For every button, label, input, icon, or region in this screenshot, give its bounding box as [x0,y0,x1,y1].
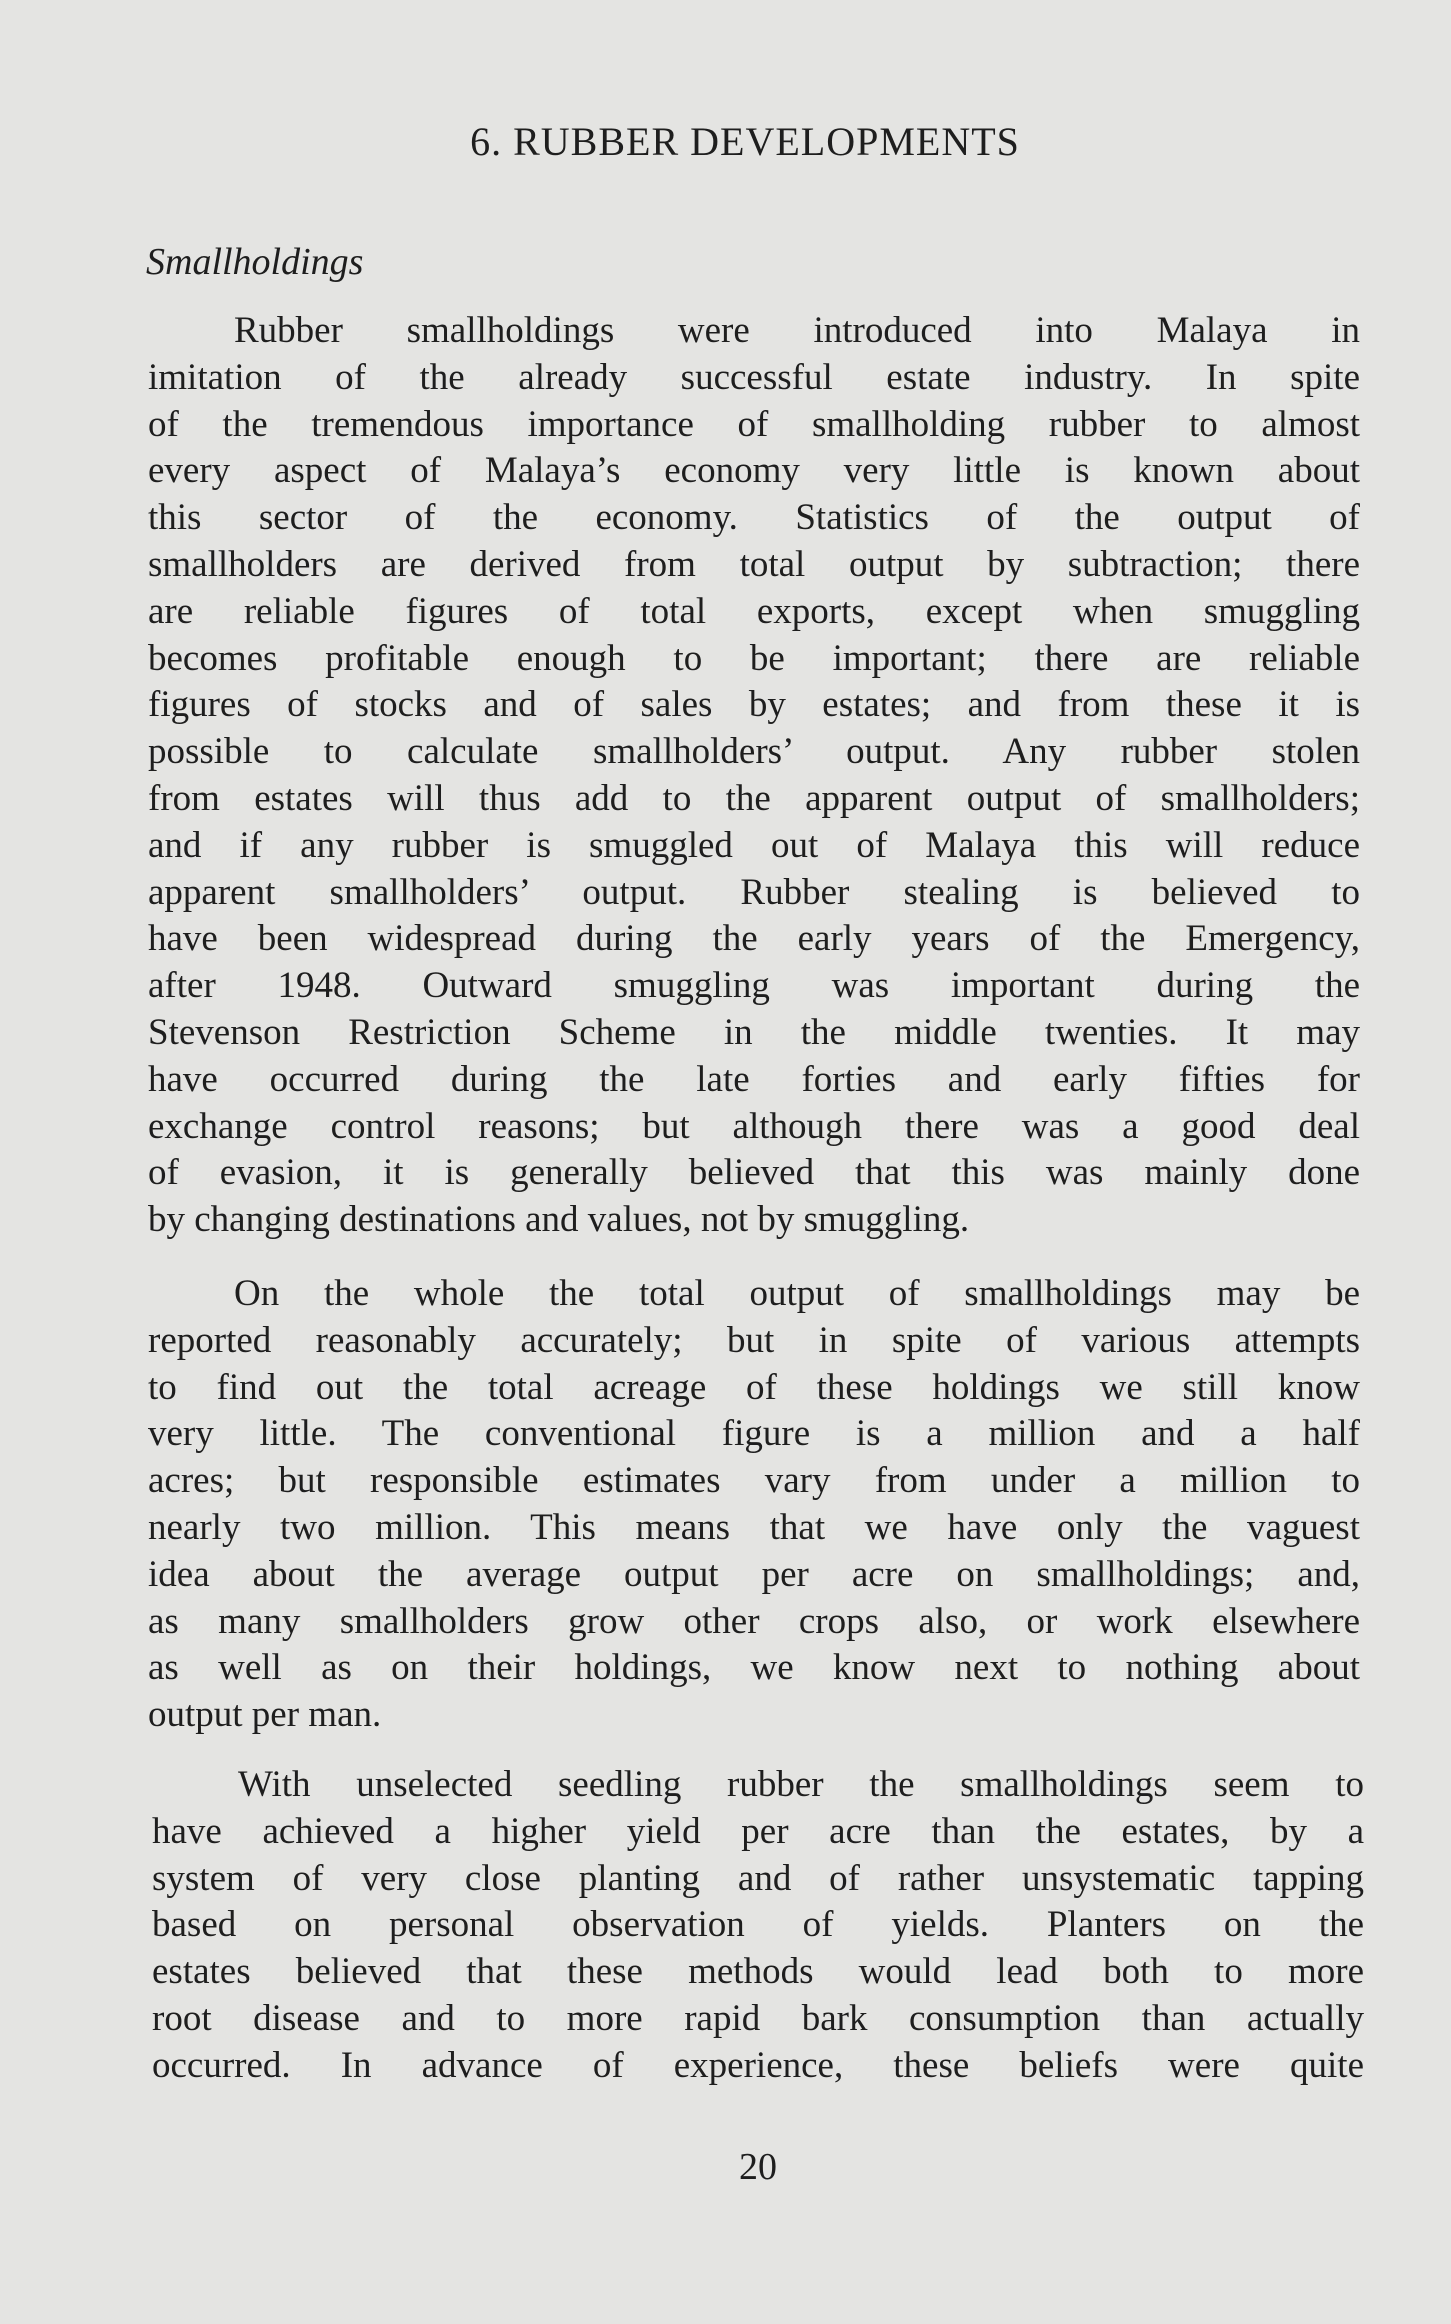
text-line: are reliable figures of total exports, except when smuggling [148,590,1360,632]
text-line: figures of stocks and of sales by estates; and from these it is [148,684,1360,726]
text-line: output per man. [148,1694,382,1736]
text-line: of evasion, it is generally believed that this was mainly done [148,1152,1360,1194]
text-line: to find out the total acreage of these holdings we still know [148,1366,1360,1408]
text-line: as well as on their holdings, we know next to nothing about [148,1647,1360,1689]
text-line: With unselected seedling rubber the smallholdings seem to [238,1764,1364,1805]
text-line: and if any rubber is smuggled out of Malaya this will reduce [148,824,1360,866]
text-line: Stevenson Restriction Scheme in the middle twenties. It may [148,1011,1360,1053]
text-line: by changing destinations and values, not by smuggling. [148,1199,970,1241]
section-heading: Smallholdings [146,241,364,283]
text-line: after 1948. Outward smuggling was important during the [148,965,1360,1007]
text-line: idea about the average output per acre on smallholdings; and, [148,1553,1360,1595]
text-line: every aspect of Malaya’s economy very little is known about [148,450,1360,492]
text-line: nearly two million. This means that we have only the vaguest [148,1506,1360,1548]
paragraph-3 [152,1762,1364,2090]
text-line: from estates will thus add to the apparent output of smallholders; [148,777,1360,819]
text-line: occurred. In advance of experience, these beliefs were quite [152,2044,1364,2086]
text-line: exchange control reasons; but although there was a good deal [148,1105,1360,1147]
text-line: imitation of the already successful estate industry. In spite [148,356,1360,398]
text-line: On the whole the total output of smallholdings may be [234,1273,1360,1314]
text-line: have occurred during the late forties and early fifties for [148,1058,1360,1100]
text-line: smallholders are derived from total output by subtraction; there [148,543,1360,585]
text-line: have achieved a higher yield per acre than the estates, by a [152,1810,1364,1852]
text-line: based on personal observation of yields. Planters on the [152,1904,1364,1946]
text-line: Rubber smallholdings were introduced into Malaya in [234,310,1360,351]
text-line: very little. The conventional figure is a million and a half [148,1413,1360,1455]
text-line: have been widespread during the early years of the Emergency, [148,918,1360,960]
page-number: 20 [739,2146,777,2188]
text-line: possible to calculate smallholders’ output. Any rubber stolen [148,731,1360,773]
text-line: estates believed that these methods would lead both to more [152,1951,1364,1993]
paragraph-1 [148,308,1360,1244]
chapter-title: 6. RUBBER DEVELOPMENTS [470,119,1020,164]
text-line: reported reasonably accurately; but in spite of various attempts [148,1319,1360,1361]
text-line: of the tremendous importance of smallholding rubber to almost [148,403,1360,445]
text-line: system of very close planting and of rather unsystematic tapping [152,1857,1364,1899]
text-line: root disease and to more rapid bark consumption than actually [152,1997,1364,2039]
text-line: this sector of the economy. Statistics of the output of [148,497,1360,539]
paragraph-2 [148,1271,1360,1739]
text-line: acres; but responsible estimates vary from under a million to [148,1460,1360,1502]
text-line: apparent smallholders’ output. Rubber stealing is believed to [148,871,1360,913]
text-line: becomes profitable enough to be important; there are reliable [148,637,1360,679]
text-line: as many smallholders grow other crops also, or work elsewhere [148,1600,1360,1642]
